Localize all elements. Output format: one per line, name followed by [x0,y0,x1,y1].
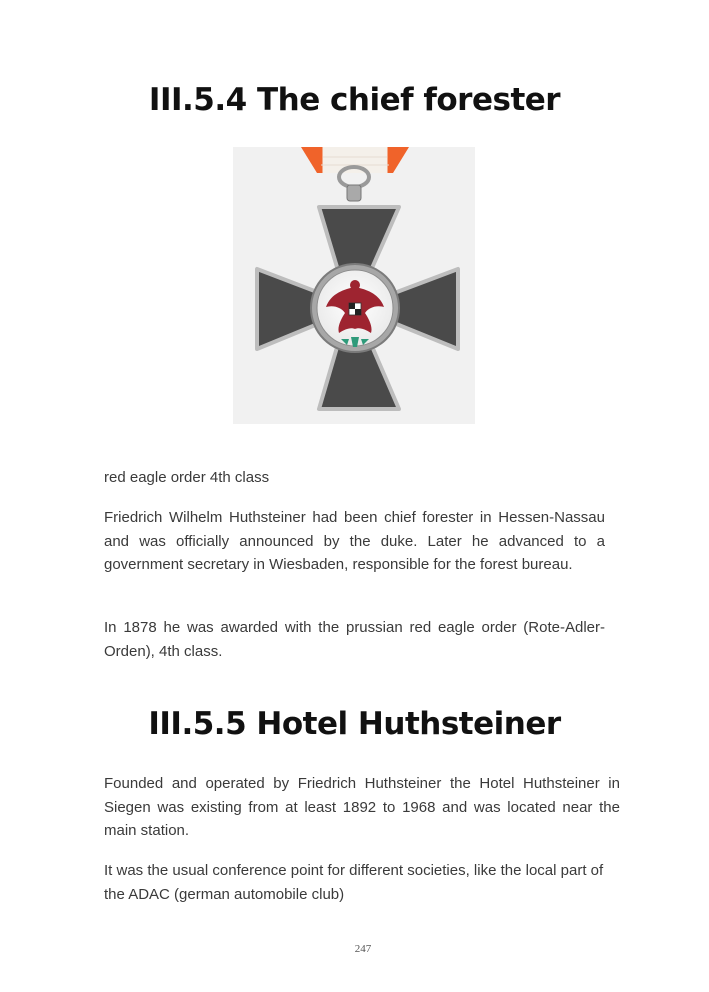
medal-image [233,147,475,424]
section-title-hotel: III.5.5 Hotel Huthsteiner [148,706,561,742]
paragraph-chief-forester: Friedrich Wilhelm Huthsteiner had been chief forester in Hessen-Nassau and was officially announced by the duke. Later he advanced to a government secretary in Wiesbaden, responsible for the forest bureau. [104,509,605,573]
paragraph-award: In 1878 he was awarded with the prussian red eagle order (Rote-Adler-Orden), 4th class. [104,619,605,660]
paragraph-hotel-conference: It was the usual conference point for different societies, like the local part of the ADAC (german automobile club) [104,862,604,903]
paragraph-hotel-founded: Founded and operated by Friedrich Huthsteiner the Hotel Huthsteiner in Siegen was existing from at least 1892 to 1968 and was located near the main station. [104,775,620,839]
red-eagle-order-medal-icon [233,147,475,424]
figure-caption: red eagle order 4th class [104,469,270,486]
section-title-chief-forester: III.5.4 The chief forester [148,82,561,118]
page-number: 247 [354,943,372,955]
